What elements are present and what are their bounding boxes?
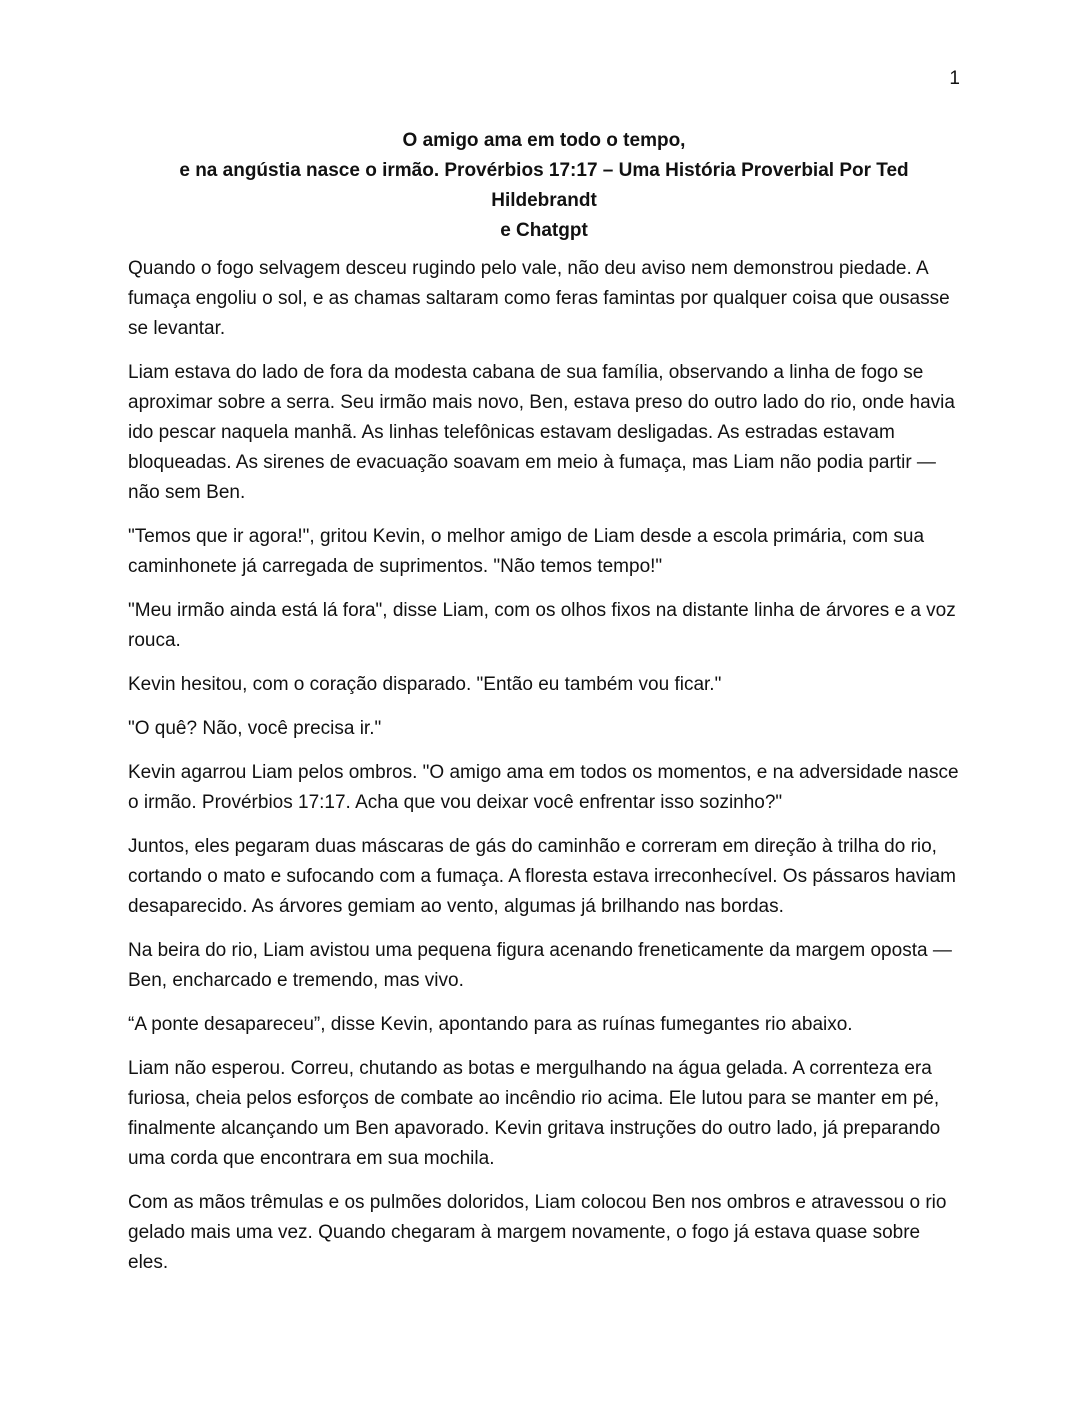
paragraph-10: “A ponte desapareceu”, disse Kevin, apontando para as ruínas fumegantes rio abaixo. bbox=[128, 1014, 853, 1035]
title-line-1: O amigo ama em todo o tempo, bbox=[402, 130, 686, 151]
paragraph-9: Na beira do rio, Liam avistou uma pequena figura acenando freneticamente da margem oposta — Ben, encharcado e tremendo, mas vivo. bbox=[128, 940, 952, 991]
document-body bbox=[128, 126, 960, 1292]
paragraph-3: "Temos que ir agora!", gritou Kevin, o melhor amigo de Liam desde a escola primária, com sua caminhonete já carregada de suprimentos. "Não temos tempo!" bbox=[128, 526, 925, 577]
paragraph-8: Juntos, eles pegaram duas máscaras de gás do caminhão e correram em direção à trilha do rio, cortando o mato e sufocando com a fumaça. A floresta estava irreconhecível. Os pássaros haviam desaparecido. As árvores gemiam ao vento, algumas já brilhando nas bordas. bbox=[128, 836, 956, 917]
paragraph-6: "O quê? Não, você precisa ir." bbox=[128, 718, 382, 739]
title-line-2: e na angústia nasce o irmão. Provérbios 17:17 – Uma História Proverbial Por Ted Hildebrandt bbox=[179, 160, 909, 211]
paragraph-11: Liam não esperou. Correu, chutando as botas e mergulhando na água gelada. A correnteza era furiosa, cheia pelos esforços de combate ao incêndio rio acima. Ele lutou para se manter em pé, finalmente alcançando um Ben apavorado. Kevin gritava instruções do outro lado, já preparando uma corda que encontrara em sua mochila. bbox=[128, 1058, 941, 1169]
paragraph-1: Quando o fogo selvagem desceu rugindo pelo vale, não deu aviso nem demonstrou piedade. A fumaça engoliu o sol, e as chamas saltaram como feras famintas por qualquer coisa que ousasse se levantar. bbox=[128, 258, 950, 339]
paragraph-2: Liam estava do lado de fora da modesta cabana de sua família, observando a linha de fogo se aproximar sobre a serra. Seu irmão mais novo, Ben, estava preso do outro lado do rio, onde havia ido pescar naquela manhã. As linhas telefônicas estavam desligadas. As estradas estavam bloqueadas. As sirenes de evacuação soavam em meio à fumaça, mas Liam não podia partir — não sem Ben. bbox=[128, 362, 955, 503]
paragraph-7: Kevin agarrou Liam pelos ombros. "O amigo ama em todos os momentos, e na adversidade nasce o irmão. Provérbios 17:17. Acha que vou deixar você enfrentar isso sozinho?" bbox=[128, 762, 959, 813]
paragraph-4: "Meu irmão ainda está lá fora", disse Liam, com os olhos fixos na distante linha de árvores e a voz rouca. bbox=[128, 600, 956, 651]
paragraph-12: Com as mãos trêmulas e os pulmões doloridos, Liam colocou Ben nos ombros e atravessou o rio gelado mais uma vez. Quando chegaram à margem novamente, o fogo já estava quase sobre eles. bbox=[128, 1192, 947, 1273]
document-title bbox=[128, 126, 960, 246]
paragraph-5: Kevin hesitou, com o coração disparado. "Então eu também vou ficar." bbox=[128, 674, 722, 695]
title-line-3: e Chatgpt bbox=[500, 220, 588, 241]
page-number: 1 bbox=[949, 68, 960, 89]
